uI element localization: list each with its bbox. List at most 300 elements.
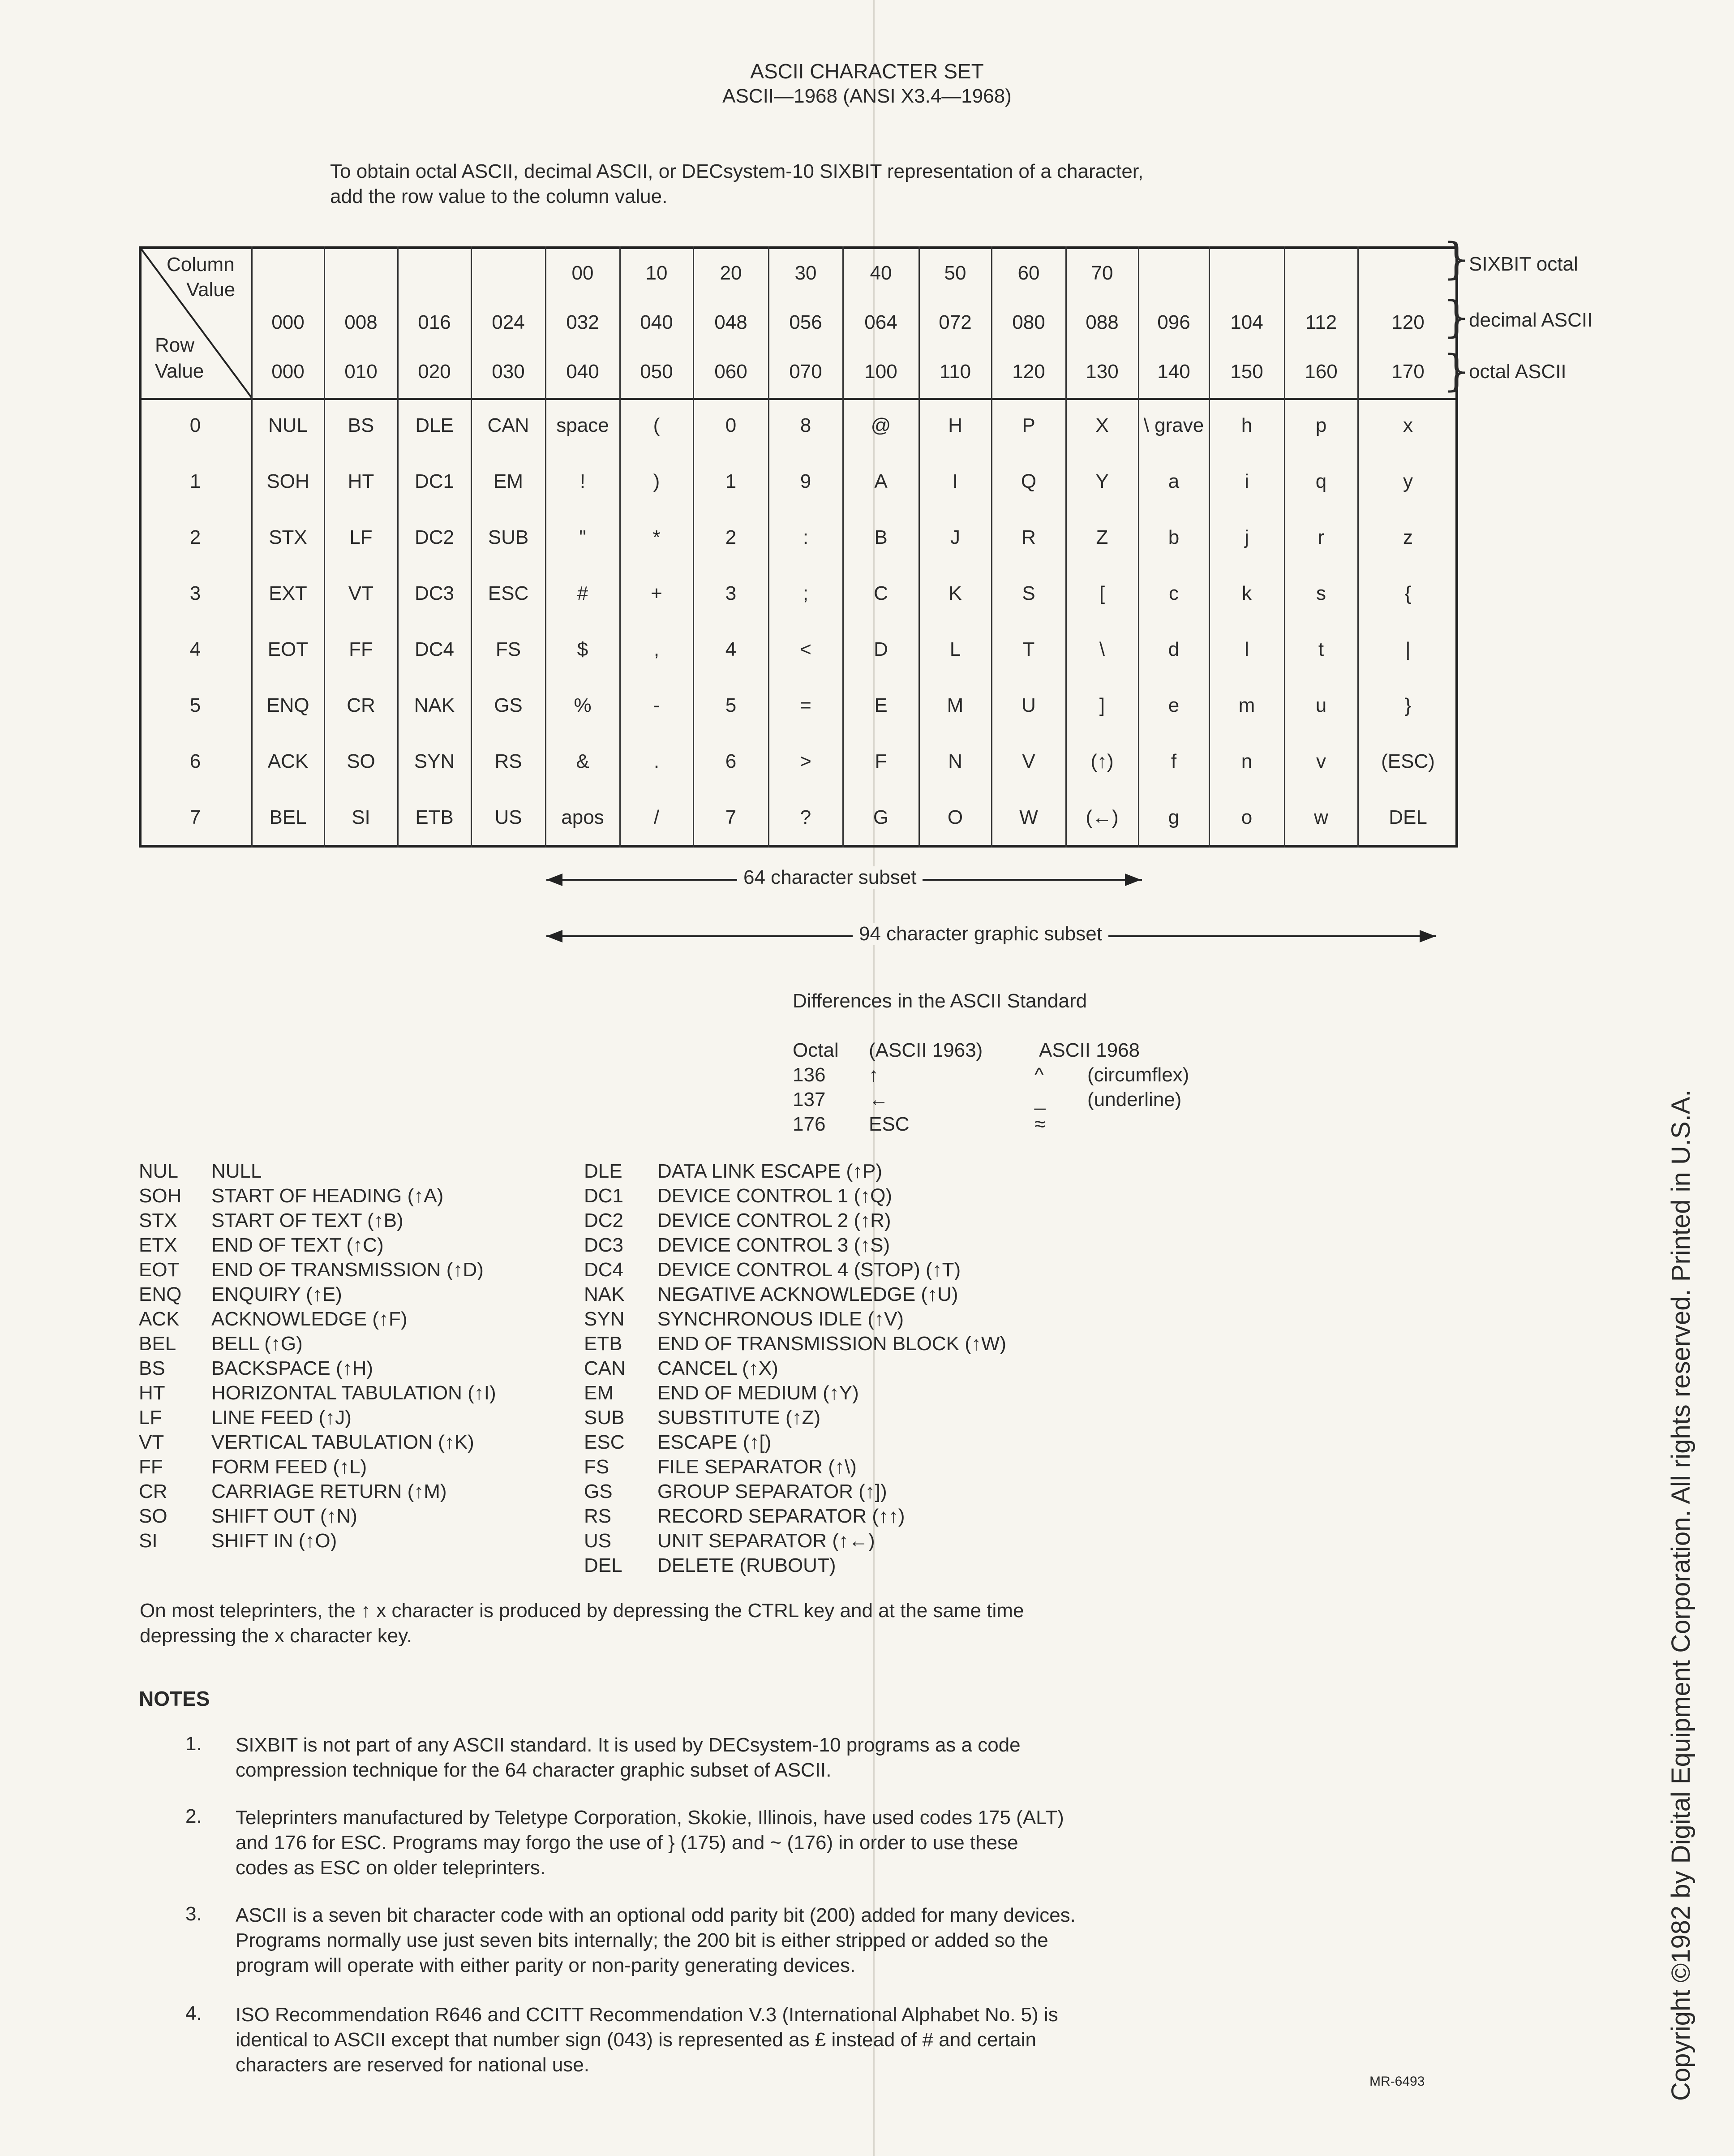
note-line: codes as ESC on older teleprinters. (236, 1857, 546, 1879)
code-meaning: ACKNOWLEDGE (↑F) (211, 1308, 408, 1330)
diff-1968-desc: (circumflex) (1087, 1064, 1189, 1086)
table-cell: v (1316, 750, 1326, 772)
corner-column-label: Value (186, 279, 236, 301)
table-cell: VT (348, 582, 374, 604)
column-header-octal-ascii: 030 (492, 361, 525, 383)
code-abbreviation: SUB (584, 1407, 625, 1429)
code-meaning: RECORD SEPARATOR (↑↑) (657, 1505, 905, 1527)
arrow-left-icon (546, 874, 562, 886)
code-meaning: END OF TRANSMISSION (↑D) (211, 1259, 484, 1281)
table-cell: DC2 (414, 526, 455, 548)
table-cell: y (1403, 470, 1413, 492)
table-cell: 1 (725, 470, 737, 492)
column-header-sixbit-octal: 70 (1091, 262, 1113, 284)
note-line: SIXBIT is not part of any ASCII standard. It is used by DECsystem-10 programs as a code (236, 1734, 1021, 1756)
row-value: 2 (189, 526, 201, 548)
table-cell: j (1245, 526, 1249, 548)
table-cell: g (1168, 806, 1180, 828)
column-header-decimal-ascii: 112 (1305, 311, 1337, 333)
column-header-octal-ascii: 050 (640, 361, 673, 383)
diff-1968-symbol: _ (1034, 1089, 1046, 1110)
column-header-decimal-ascii: 104 (1230, 311, 1263, 333)
code-abbreviation: BS (139, 1357, 165, 1379)
note-line: Programs normally use just seven bits internally; the 200 bit is either stripped or added so the (236, 1929, 1048, 1951)
header-separator (139, 398, 1458, 400)
table-cell: ETB (415, 806, 454, 828)
code-meaning: VERTICAL TABULATION (↑K) (211, 1431, 474, 1453)
code-meaning: DEVICE CONTROL 4 (STOP) (↑T) (657, 1259, 961, 1281)
row-value: 4 (189, 638, 201, 660)
diff-col-1963: (ASCII 1963) (869, 1039, 983, 1061)
code-abbreviation: ETX (139, 1234, 177, 1256)
code-abbreviation: ESC (584, 1431, 625, 1453)
table-cell: h (1241, 414, 1253, 436)
intro-line: add the row value to the column value. (330, 185, 668, 207)
note-line: ISO Recommendation R646 and CCITT Recommendation V.3 (International Alphabet No. 5) is (236, 2004, 1058, 2026)
code-meaning: END OF MEDIUM (↑Y) (657, 1382, 859, 1404)
table-cell: space (556, 414, 609, 436)
note-number: 4. (185, 2002, 202, 2024)
code-meaning: END OF TRANSMISSION BLOCK (↑W) (657, 1333, 1007, 1355)
code-meaning: BACKSPACE (↑H) (211, 1357, 373, 1379)
column-header-decimal-ascii: 096 (1157, 311, 1190, 333)
table-cell: 4 (725, 638, 737, 660)
corner-row-label: Row (155, 334, 195, 356)
code-abbreviation: DC3 (584, 1234, 624, 1256)
table-cell: k (1242, 582, 1252, 604)
column-header-sixbit-octal: 50 (944, 262, 966, 284)
code-meaning: START OF TEXT (↑B) (211, 1209, 403, 1231)
page-subtitle: ASCII—1968 (ANSI X3.4—1968) (722, 85, 1012, 107)
table-cell: STX (269, 526, 307, 548)
table-cell: 7 (725, 806, 737, 828)
table-cell: J (950, 526, 960, 548)
table-cell: E (874, 694, 888, 716)
diff-col-1968: ASCII 1968 (1039, 1039, 1140, 1061)
note-line: characters are reserved for national use. (236, 2054, 589, 2076)
table-cell: * (652, 526, 661, 548)
code-meaning: SHIFT IN (↑O) (211, 1530, 337, 1552)
table-cell: CAN (487, 414, 529, 436)
arrow-right-icon (1125, 874, 1141, 886)
table-cell: @ (871, 414, 891, 436)
note-line: ASCII is a seven bit character code with an optional odd parity bit (200) added for many devices. (236, 1904, 1076, 1926)
column-header-octal-ascii: 070 (789, 361, 822, 383)
table-cell: DC1 (414, 470, 455, 492)
table-cell: r (1318, 526, 1325, 548)
figure-id: MR-6493 (1369, 2074, 1425, 2089)
table-cell: : (803, 526, 809, 548)
table-cell: BS (348, 414, 374, 436)
table-cell: Z (1096, 526, 1108, 548)
table-cell: ) (653, 470, 660, 492)
notes-heading: NOTES (139, 1687, 210, 1710)
column-header-decimal-ascii: 072 (939, 311, 972, 333)
diff-col-octal: Octal (793, 1039, 839, 1061)
code-meaning: SYNCHRONOUS IDLE (↑V) (657, 1308, 904, 1330)
table-cell: BEL (269, 806, 307, 828)
code-abbreviation: ENQ (139, 1283, 182, 1305)
table-cell: = (800, 694, 811, 716)
column-header-octal-ascii: 170 (1391, 361, 1425, 383)
table-cell: ; (803, 582, 809, 604)
code-abbreviation: US (584, 1530, 612, 1552)
table-cell: o (1241, 806, 1253, 828)
table-cell: n (1241, 750, 1253, 772)
table-cell: z (1403, 526, 1413, 548)
column-header-decimal-ascii: 000 (271, 311, 305, 333)
table-cell: / (653, 806, 660, 828)
column-header-decimal-ascii: 048 (714, 311, 747, 333)
table-cell: x (1403, 414, 1413, 436)
table-cell: NAK (414, 694, 455, 716)
column-header-decimal-ascii: 120 (1391, 311, 1425, 333)
code-meaning: DEVICE CONTROL 2 (↑R) (657, 1209, 891, 1231)
table-cell: < (800, 638, 811, 660)
column-header-decimal-ascii: 040 (640, 311, 673, 333)
code-abbreviation: DEL (584, 1554, 622, 1576)
code-abbreviation: FS (584, 1456, 609, 1478)
note-text (236, 2002, 1445, 2078)
table-cell: t (1318, 638, 1324, 660)
note-number: 3. (185, 1903, 202, 1925)
note-line: and 176 for ESC. Programs may forgo the use of } (175) and ~ (176) in order to use these (236, 1832, 1018, 1854)
diff-octal: 137 (793, 1089, 826, 1110)
table-cell: ACK (267, 750, 309, 772)
note-line: program will operate with either parity or non-parity generating devices. (236, 1954, 856, 1976)
table-cell: DLE (415, 414, 454, 436)
code-meaning: UNIT SEPARATOR (↑←) (657, 1530, 875, 1552)
code-meaning: DEVICE CONTROL 1 (↑Q) (657, 1185, 892, 1207)
table-cell: ENQ (266, 694, 309, 716)
table-cell: i (1245, 470, 1249, 492)
code-meaning: BELL (↑G) (211, 1333, 303, 1355)
table-cell: SYN (414, 750, 455, 772)
table-cell: H (948, 414, 962, 436)
table-cell: Q (1021, 470, 1037, 492)
ctrl-note-line: On most teleprinters, the ↑ x character is produced by depressing the CTRL key and at the same time (140, 1600, 1024, 1622)
table-cell: | (1405, 638, 1411, 660)
table-cell: 5 (725, 694, 737, 716)
brace-label-decimal: decimal ASCII (1469, 309, 1593, 331)
table-cell: ( (653, 414, 660, 436)
code-abbreviation: SI (139, 1530, 158, 1552)
table-cell: I (952, 470, 958, 492)
row-value: 6 (189, 750, 201, 772)
subset-94-label: 94 character graphic subset (853, 923, 1108, 945)
code-abbreviation: LF (139, 1407, 162, 1429)
table-cell: q (1315, 470, 1327, 492)
table-cell: 6 (725, 750, 737, 772)
note-number: 1. (185, 1733, 202, 1755)
diff-1968-symbol: ^ (1034, 1064, 1044, 1086)
code-meaning: DELETE (RUBOUT) (657, 1554, 836, 1576)
table-cell: [ (1099, 582, 1105, 604)
code-abbreviation: RS (584, 1505, 612, 1527)
brace-icon: } (1443, 234, 1471, 284)
row-value: 0 (189, 414, 201, 436)
row-value: 1 (189, 470, 201, 492)
table-cell: $ (577, 638, 588, 660)
code-abbreviation: DC1 (584, 1185, 624, 1207)
table-cell: e (1168, 694, 1180, 716)
code-abbreviation: DC2 (584, 1209, 624, 1231)
table-cell: \ grave (1143, 414, 1204, 436)
note-line: compression technique for the 64 character graphic subset of ASCII. (236, 1759, 832, 1781)
table-cell: c (1169, 582, 1179, 604)
table-cell: , (653, 638, 660, 660)
intro-text (330, 159, 1405, 209)
code-abbreviation: VT (139, 1431, 164, 1453)
diff-1963: ↑ (869, 1064, 879, 1086)
row-value: 5 (189, 694, 201, 716)
column-header-decimal-ascii: 088 (1086, 311, 1119, 333)
brace-label-sixbit: SIXBIT octal (1469, 253, 1578, 275)
table-cell: b (1168, 526, 1180, 548)
ctrl-note-line: depressing the x character key. (140, 1625, 412, 1647)
diff-octal: 136 (793, 1064, 826, 1086)
table-cell: s (1316, 582, 1326, 604)
column-header-sixbit-octal: 20 (720, 262, 742, 284)
note-text (236, 1903, 1445, 1978)
table-cell: C (874, 582, 888, 604)
table-cell: ] (1099, 694, 1105, 716)
table-cell: SUB (488, 526, 529, 548)
table-cell: + (651, 582, 662, 604)
table-cell: B (874, 526, 888, 548)
table-cell: { (1404, 582, 1412, 604)
table-cell: > (800, 750, 811, 772)
table-cell: X (1095, 414, 1109, 436)
table-cell: ESC (488, 582, 529, 604)
code-abbreviation: STX (139, 1209, 177, 1231)
table-cell: EXT (269, 582, 307, 604)
table-cell: K (949, 582, 962, 604)
column-header-decimal-ascii: 080 (1012, 311, 1045, 333)
column-header-decimal-ascii: 032 (566, 311, 599, 333)
code-abbreviation: EM (584, 1382, 614, 1404)
code-abbreviation: FF (139, 1456, 163, 1478)
code-meaning: FORM FEED (↑L) (211, 1456, 367, 1478)
code-abbreviation: HT (139, 1382, 165, 1404)
column-header-octal-ascii: 020 (418, 361, 451, 383)
code-meaning: CARRIAGE RETURN (↑M) (211, 1480, 447, 1502)
code-abbreviation: BEL (139, 1333, 176, 1355)
column-header-octal-ascii: 040 (566, 361, 599, 383)
table-cell: p (1315, 414, 1327, 436)
table-cell: O (947, 806, 963, 828)
table-cell: A (874, 470, 888, 492)
note-number: 2. (185, 1805, 202, 1827)
diff-1968-symbol: ≈ (1034, 1113, 1046, 1135)
table-cell: SI (352, 806, 370, 828)
table-cell: (←) (1086, 806, 1119, 828)
column-header-octal-ascii: 130 (1086, 361, 1119, 383)
corner-row-label: Value (155, 360, 204, 382)
table-cell: 3 (725, 582, 737, 604)
brace-label-octal: octal ASCII (1469, 361, 1567, 383)
intro-line: To obtain octal ASCII, decimal ASCII, or DECsystem-10 SIXBIT representation of a character, (330, 160, 1144, 182)
table-cell: SOH (266, 470, 309, 492)
note-text (236, 1733, 1445, 1783)
table-cell: V (1022, 750, 1035, 772)
table-cell: RS (494, 750, 522, 772)
code-abbreviation: NAK (584, 1283, 625, 1305)
column-header-octal-ascii: 010 (344, 361, 378, 383)
table-cell: } (1404, 694, 1412, 716)
column-header-octal-ascii: 100 (864, 361, 897, 383)
table-cell: W (1019, 806, 1038, 828)
table-cell: SO (347, 750, 375, 772)
table-cell: P (1022, 414, 1035, 436)
column-header-decimal-ascii: 008 (344, 311, 378, 333)
brace-icon: } (1443, 346, 1471, 396)
row-value: 7 (189, 806, 201, 828)
table-cell: EM (494, 470, 523, 492)
code-meaning: GROUP SEPARATOR (↑]) (657, 1480, 887, 1502)
table-cell: ! (579, 470, 586, 492)
table-cell: T (1022, 638, 1035, 660)
code-meaning: SHIFT OUT (↑N) (211, 1505, 357, 1527)
table-cell: & (576, 750, 589, 772)
table-cell: D (874, 638, 888, 660)
note-line: identical to ASCII except that number sign (043) is represented as £ instead of # and certain (236, 2029, 1036, 2051)
column-header-octal-ascii: 000 (271, 361, 305, 383)
table-cell: FS (495, 638, 521, 660)
table-cell: DC3 (414, 582, 455, 604)
column-header-decimal-ascii: 064 (864, 311, 897, 333)
code-meaning: ENQUIRY (↑E) (211, 1283, 342, 1305)
column-header-octal-ascii: 150 (1230, 361, 1263, 383)
table-cell: 0 (725, 414, 737, 436)
column-header-sixbit-octal: 40 (870, 262, 892, 284)
table-cell: S (1022, 582, 1035, 604)
table-cell: l (1245, 638, 1249, 660)
column-header-sixbit-octal: 60 (1017, 262, 1040, 284)
table-cell: US (494, 806, 522, 828)
table-cell: % (574, 694, 592, 716)
subset-64-label: 64 character subset (737, 866, 923, 889)
column-header-sixbit-octal: 30 (794, 262, 817, 284)
code-abbreviation: SOH (139, 1185, 182, 1207)
table-cell: L (949, 638, 961, 660)
table-cell: \ (1099, 638, 1105, 660)
table-cell: DEL (1389, 806, 1427, 828)
table-cell: a (1168, 470, 1180, 492)
column-header-decimal-ascii: 056 (789, 311, 822, 333)
column-header-decimal-ascii: 016 (418, 311, 451, 333)
diff-1963: ← (869, 1089, 888, 1110)
note-text (236, 1805, 1445, 1881)
code-meaning: HORIZONTAL TABULATION (↑I) (211, 1382, 496, 1404)
brace-icon: } (1443, 292, 1471, 342)
code-abbreviation: SO (139, 1505, 167, 1527)
column-header-octal-ascii: 140 (1157, 361, 1190, 383)
table-cell: LF (349, 526, 373, 548)
table-cell: 2 (725, 526, 737, 548)
table-cell: G (873, 806, 889, 828)
table-cell: U (1022, 694, 1036, 716)
table-cell: (↑) (1090, 750, 1114, 772)
corner-column-label: Column (167, 254, 235, 275)
table-cell: u (1315, 694, 1327, 716)
note-line: Teleprinters manufactured by Teletype Corporation, Skokie, Illinois, have used codes 175 (ALT) (236, 1807, 1064, 1829)
table-cell: CR (347, 694, 375, 716)
differences-heading: Differences in the ASCII Standard (793, 990, 1087, 1012)
table-cell: FF (349, 638, 373, 660)
ctrl-note (140, 1598, 1349, 1648)
column-header-sixbit-octal: 10 (645, 262, 668, 284)
table-cell: 8 (800, 414, 811, 436)
table-cell: 9 (800, 470, 811, 492)
code-abbreviation: CR (139, 1480, 167, 1502)
column-header-octal-ascii: 160 (1305, 361, 1338, 383)
code-meaning: DATA LINK ESCAPE (↑P) (657, 1160, 883, 1182)
table-cell: apos (561, 806, 604, 828)
diff-octal: 176 (793, 1113, 826, 1135)
table-cell: ? (800, 806, 811, 828)
code-abbreviation: ACK (139, 1308, 180, 1330)
column-header-octal-ascii: 060 (714, 361, 747, 383)
code-meaning: END OF TEXT (↑C) (211, 1234, 384, 1256)
code-meaning: START OF HEADING (↑A) (211, 1185, 444, 1207)
table-cell: EOT (267, 638, 309, 660)
code-meaning: DEVICE CONTROL 3 (↑S) (657, 1234, 890, 1256)
table-cell: N (948, 750, 962, 772)
table-cell: DC4 (414, 638, 455, 660)
table-cell: " (579, 526, 586, 548)
table-cell: (ESC) (1381, 750, 1435, 772)
column-header-decimal-ascii: 024 (492, 311, 525, 333)
column-header-octal-ascii: 120 (1012, 361, 1045, 383)
code-meaning: NULL (211, 1160, 262, 1182)
table-cell: M (947, 694, 964, 716)
table-cell: F (875, 750, 887, 772)
column-header-octal-ascii: 110 (939, 361, 971, 383)
code-abbreviation: ETB (584, 1333, 622, 1355)
code-meaning: LINE FEED (↑J) (211, 1407, 352, 1429)
table-cell: d (1168, 638, 1180, 660)
table-cell: w (1314, 806, 1328, 828)
code-abbreviation: CAN (584, 1357, 626, 1379)
code-abbreviation: SYN (584, 1308, 625, 1330)
row-value: 3 (189, 582, 201, 604)
code-meaning: CANCEL (↑X) (657, 1357, 778, 1379)
code-abbreviation: EOT (139, 1259, 180, 1281)
column-header-sixbit-octal: 00 (571, 262, 594, 284)
table-cell: - (653, 694, 660, 716)
arrow-right-icon (1420, 930, 1436, 942)
code-abbreviation: NUL (139, 1160, 179, 1182)
copyright-notice: Copyright ©1982 by Digital Equipment Corporation. All rights reserved. Printed in U.S.A. (1666, 1089, 1695, 2101)
code-meaning: FILE SEPARATOR (↑\) (657, 1456, 857, 1478)
table-cell: f (1171, 750, 1177, 772)
table-cell: . (653, 750, 660, 772)
table-cell: GS (494, 694, 523, 716)
code-meaning: SUBSTITUTE (↑Z) (657, 1407, 821, 1429)
code-meaning: ESCAPE (↑[) (657, 1431, 772, 1453)
page-title: ASCII CHARACTER SET (750, 60, 984, 83)
code-meaning: NEGATIVE ACKNOWLEDGE (↑U) (657, 1283, 958, 1305)
code-abbreviation: DLE (584, 1160, 622, 1182)
diff-1963: ESC (869, 1113, 910, 1135)
arrow-left-icon (546, 930, 562, 942)
code-abbreviation: DC4 (584, 1259, 624, 1281)
table-cell: Y (1095, 470, 1109, 492)
table-cell: NUL (268, 414, 308, 436)
table-cell: # (577, 582, 588, 604)
table-cell: m (1238, 694, 1255, 716)
